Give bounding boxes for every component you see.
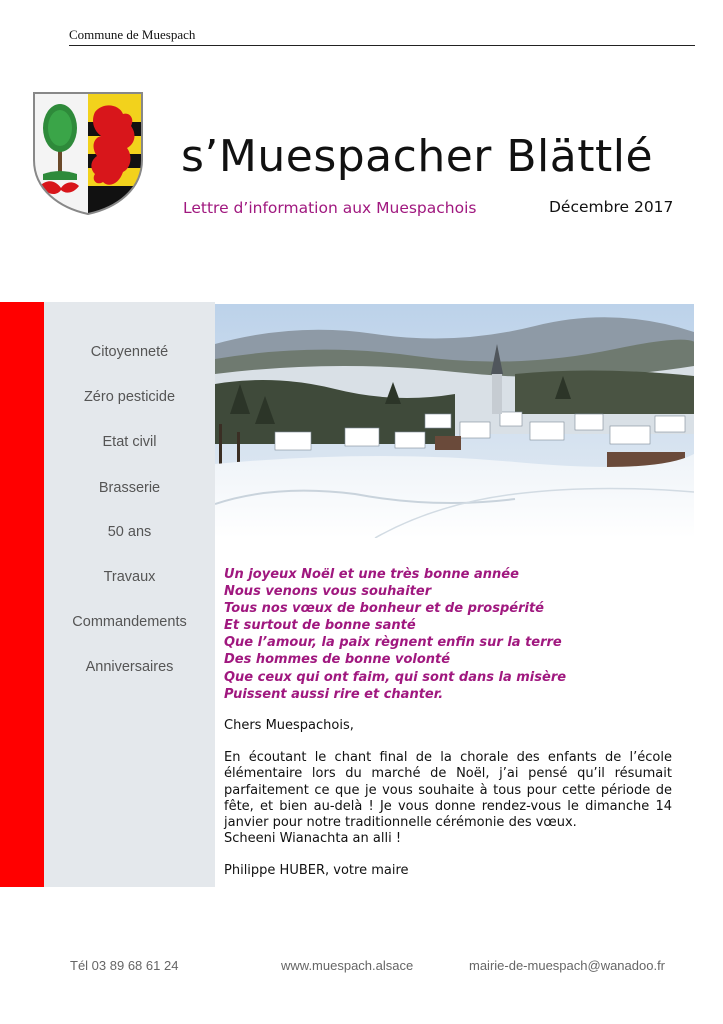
sidebar-item-citoyennete[interactable]: Citoyenneté [90, 344, 169, 360]
table-of-contents-sidebar [44, 302, 215, 887]
poem-line: Puissent aussi rire et chanter. [224, 686, 444, 702]
sidebar-item-etat-civil[interactable]: Etat civil [102, 434, 157, 450]
sidebar-item-brasserie[interactable]: Brasserie [98, 480, 161, 496]
coat-of-arms-logo [31, 90, 145, 216]
document-header [69, 26, 695, 46]
footer-website[interactable]: www.muespach.alsace [281, 958, 414, 973]
sidebar-item-anniversaires[interactable]: Anniversaires [85, 659, 174, 675]
letter-closing: Scheeni Wianachta an alli ! [224, 831, 402, 847]
footer-phone: Tél 03 89 68 61 24 [70, 958, 179, 973]
footer-email[interactable]: mairie-de-muespach@wanadoo.fr [469, 958, 666, 973]
sidebar-item-zero-pesticide[interactable]: Zéro pesticide [83, 389, 176, 405]
poem-line: Nous venons vous souhaiter [224, 584, 432, 600]
poem-line: Que ceux qui ont faim, qui sont dans la misère [224, 669, 567, 685]
red-accent-bar [0, 302, 44, 887]
poem-line: Des hommes de bonne volonté [224, 652, 451, 668]
letter-body: En écoutant le chant final de la chorale des enfants de l’école élémentaire lors du marché de Noël, j’ai pensé qu’il résumait parfaitement ce que je vous souhaite à tous pour cette période de fête, et bien au-delà ! Je vous donne rendez-vous le dimanche 14 janvier pour notre traditionnelle cérémonie des vœux. [224, 750, 672, 831]
letter-greeting: Chers Muespachois, [224, 718, 354, 733]
christmas-poem [224, 566, 694, 703]
commune-name: Commune de Muespach [69, 27, 196, 42]
letter-signature: Philippe HUBER, votre maire [224, 863, 409, 879]
newsletter-subtitle: Lettre d’information aux Muespachois [183, 199, 477, 217]
mayor-letter [224, 718, 672, 880]
poem-line: Et surtout de bonne santé [224, 618, 416, 634]
sidebar-item-50-ans[interactable]: 50 ans [107, 524, 152, 540]
sidebar-item-commandements[interactable]: Commandements [72, 614, 187, 630]
poem-line: Que l’amour, la paix règnent enfin sur la terre [224, 635, 562, 651]
poem-line: Un joyeux Noël et une très bonne année [224, 567, 519, 582]
sidebar-item-travaux[interactable]: Travaux [103, 569, 156, 585]
winter-village-photo [215, 304, 694, 538]
poem-line: Tous nos vœux de bonheur et de prospérité [224, 601, 544, 617]
newsletter-title: s’Muespacher Blättlé [181, 131, 654, 182]
issue-date: Décembre 2017 [549, 198, 674, 216]
